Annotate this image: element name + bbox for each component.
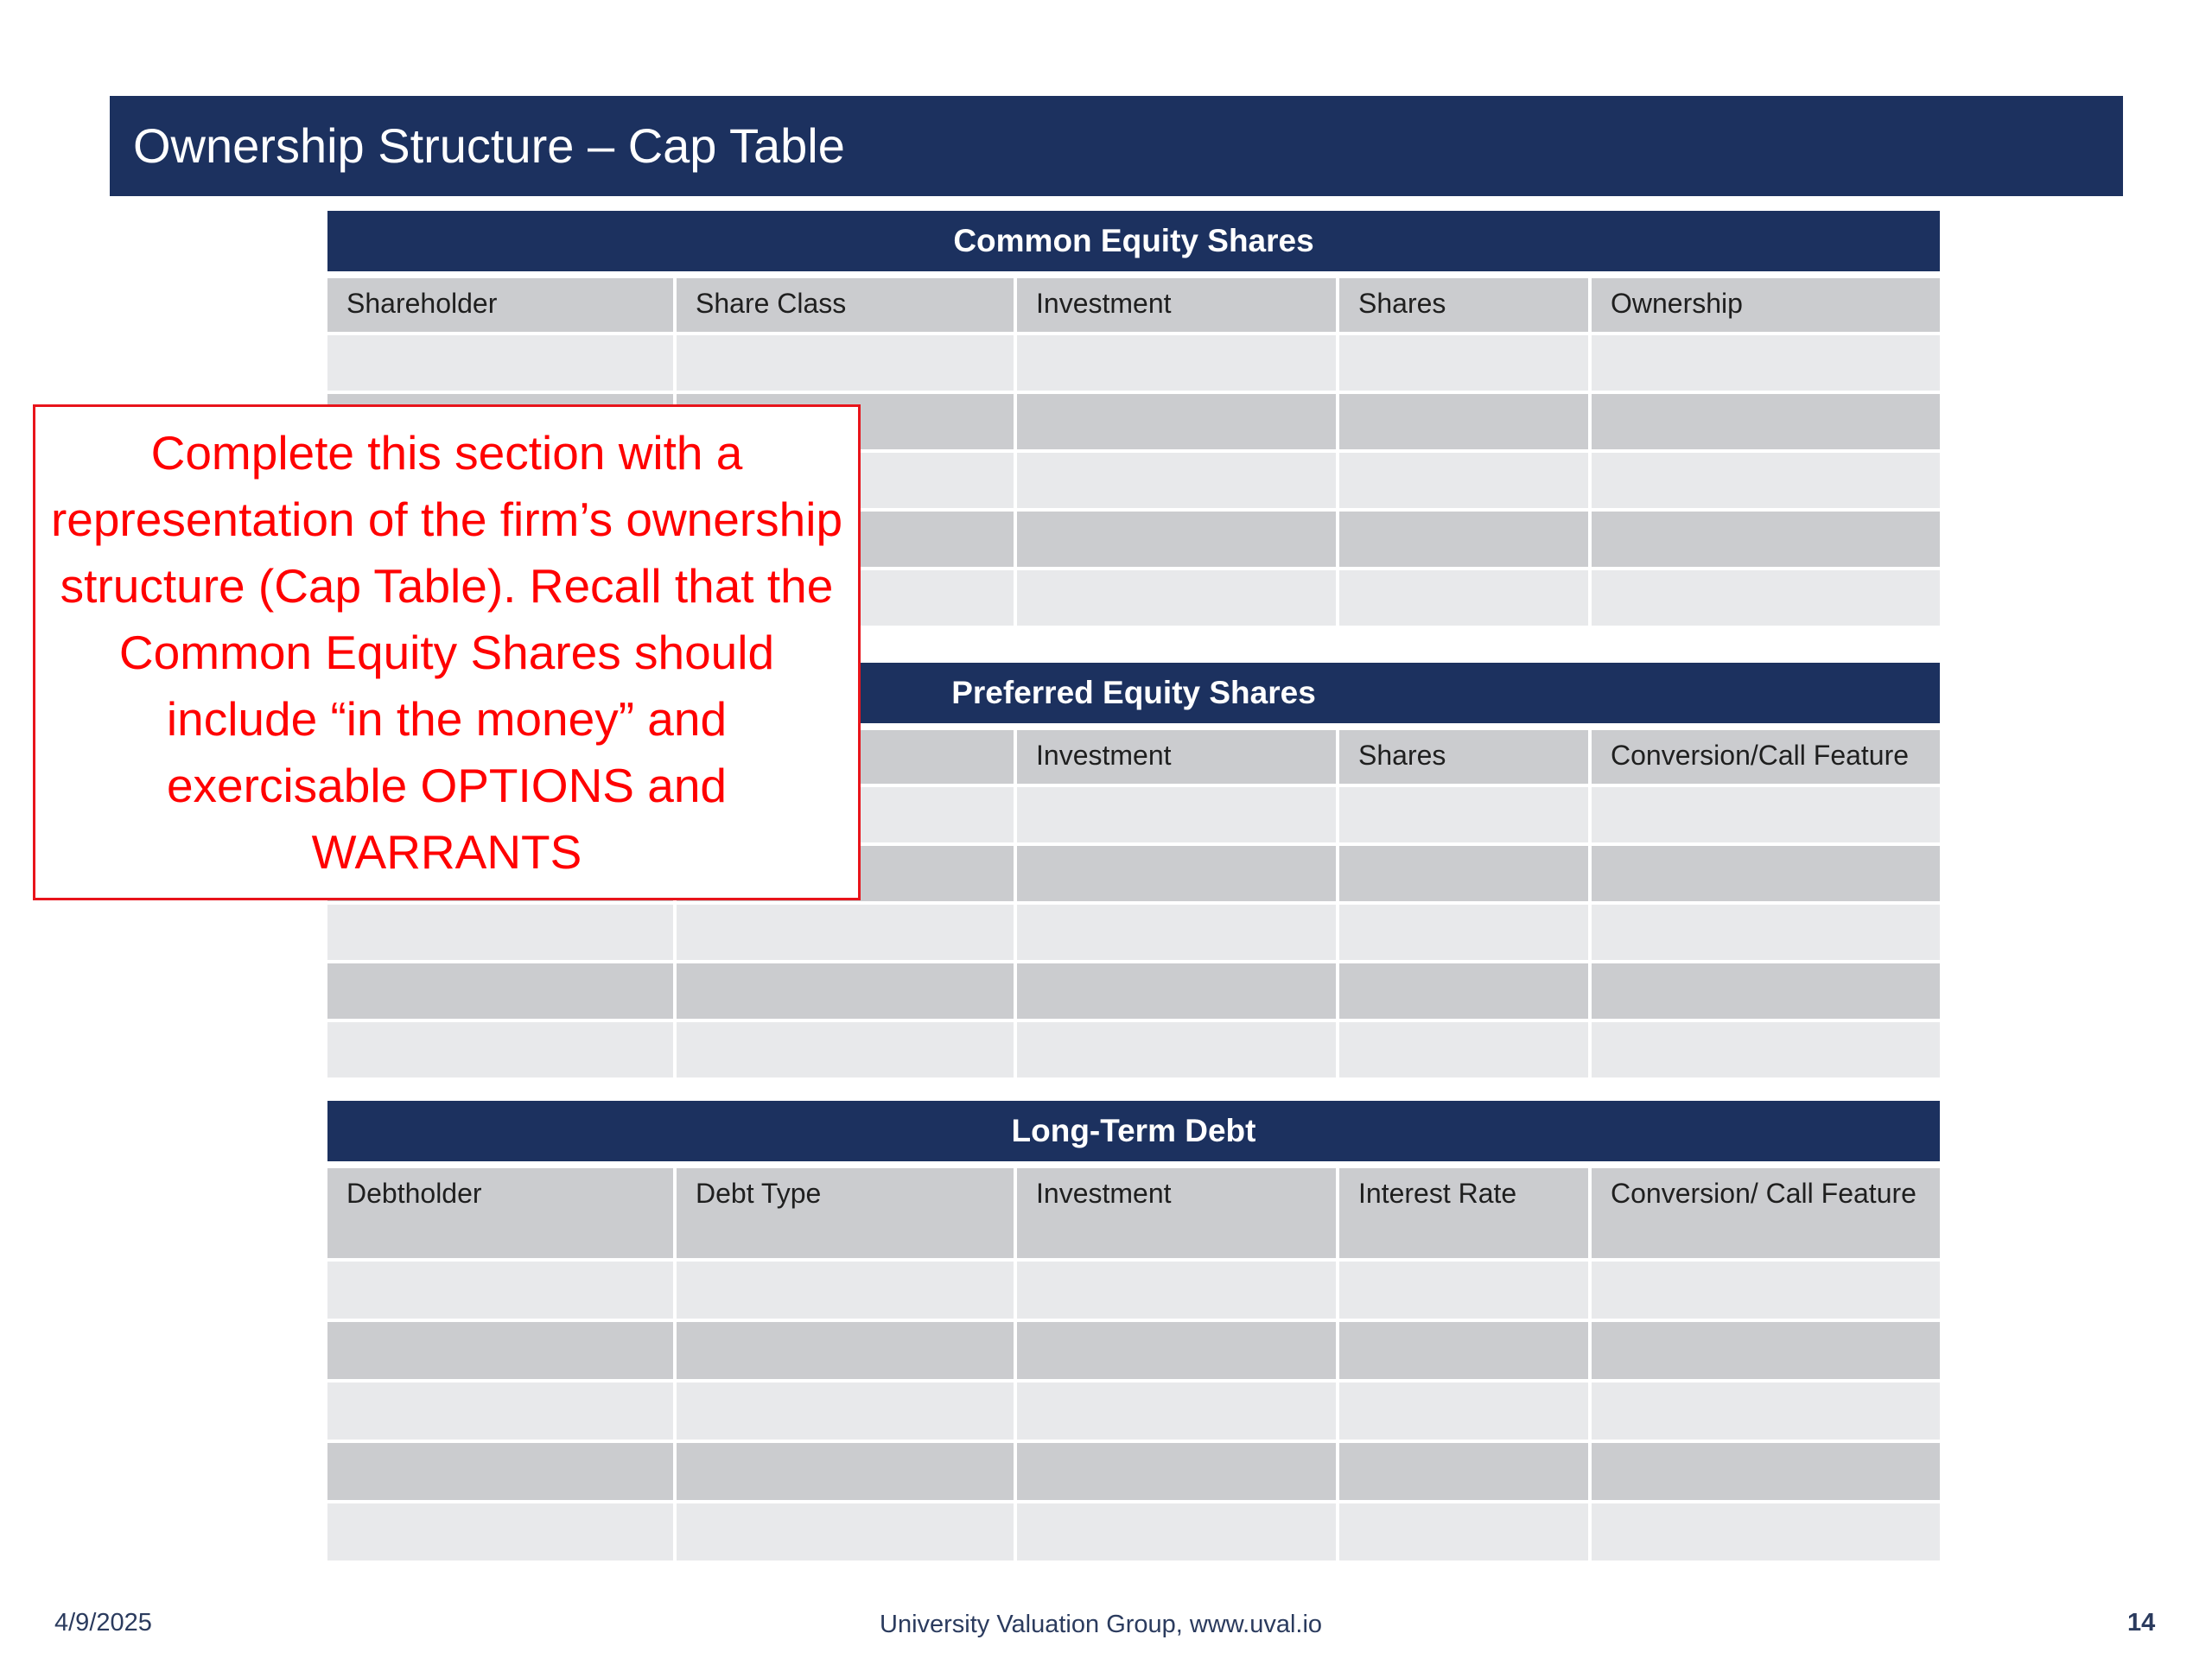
table-cell[interactable] <box>1017 787 1339 846</box>
table-cell[interactable] <box>1339 394 1592 453</box>
instruction-callout <box>33 404 861 900</box>
table-cell[interactable] <box>1017 846 1339 905</box>
table-cell[interactable] <box>327 1382 677 1443</box>
column-header-debt-type: Debt Type <box>677 1168 1017 1262</box>
table-cell[interactable] <box>677 335 1017 394</box>
preferred-equity-title: Preferred Equity Shares <box>327 663 1940 730</box>
table-row <box>327 963 1940 1022</box>
table-cell[interactable] <box>1339 1503 1592 1564</box>
table-cell[interactable] <box>1592 963 1940 1022</box>
slide-title: Ownership Structure – Cap Table <box>133 118 845 173</box>
table-cell[interactable] <box>677 1382 1017 1443</box>
table-row <box>327 335 1940 394</box>
column-header-conversion-call-feature: Conversion/ Call Feature <box>1592 1168 1940 1262</box>
table-cell[interactable] <box>327 1262 677 1322</box>
table-cell[interactable] <box>1592 453 1940 512</box>
table-cell[interactable] <box>1017 335 1339 394</box>
column-header-shares: Shares <box>1339 278 1592 335</box>
table-cell[interactable] <box>1017 453 1339 512</box>
table-row <box>327 1322 1940 1382</box>
instruction-text: Complete this section with a representation of the firm’s ownership structure (Cap Table). Recall that the Common Equity Shares should include “in the money” and exercisable OPTIONS and WARRANTS <box>50 425 843 879</box>
table-cell[interactable] <box>1592 1022 1940 1081</box>
column-header-shareholder: Shareholder <box>327 278 677 335</box>
table-row <box>327 1382 1940 1443</box>
slide-title-bar <box>110 96 2123 196</box>
table-cell[interactable] <box>1017 570 1339 629</box>
table-cell[interactable] <box>1339 963 1592 1022</box>
table-cell[interactable] <box>1339 1262 1592 1322</box>
table-row <box>327 905 1940 963</box>
table-cell[interactable] <box>327 963 677 1022</box>
table-cell[interactable] <box>1339 570 1592 629</box>
footer-organization: University Valuation Group, www.uval.io <box>880 1611 1323 1638</box>
table-row <box>327 1262 1940 1322</box>
table-cell[interactable] <box>1339 905 1592 963</box>
table-cell[interactable] <box>1339 512 1592 570</box>
table-cell[interactable] <box>677 963 1017 1022</box>
table-cell[interactable] <box>1017 1322 1339 1382</box>
table-cell[interactable] <box>1592 394 1940 453</box>
table-cell[interactable] <box>1339 1022 1592 1081</box>
column-header-conversion-call-feature: Conversion/Call Feature <box>1592 730 1940 787</box>
table-cell[interactable] <box>677 1262 1017 1322</box>
table-header-row <box>327 278 1940 335</box>
table-cell[interactable] <box>1592 787 1940 846</box>
table-cell[interactable] <box>1592 846 1940 905</box>
table-cell[interactable] <box>1339 1443 1592 1503</box>
table-cell[interactable] <box>1592 905 1940 963</box>
table-cell[interactable] <box>677 1322 1017 1382</box>
table-cell[interactable] <box>677 1022 1017 1081</box>
table-cell[interactable] <box>327 335 677 394</box>
page-number: 14 <box>2127 1609 2156 1637</box>
column-header-debtholder: Debtholder <box>327 1168 677 1262</box>
table-cell[interactable] <box>1017 394 1339 453</box>
table-cell[interactable] <box>1017 1022 1339 1081</box>
table-cell[interactable] <box>1592 1443 1940 1503</box>
column-header-investment: Investment <box>1017 278 1339 335</box>
table-cell[interactable] <box>327 1503 677 1564</box>
table-row <box>327 1503 1940 1564</box>
common-equity-title: Common Equity Shares <box>327 211 1940 278</box>
table-cell[interactable] <box>1592 1503 1940 1564</box>
column-header-shares: Shares <box>1339 730 1592 787</box>
table-cell[interactable] <box>677 905 1017 963</box>
table-cell[interactable] <box>1592 335 1940 394</box>
column-header-investment: Investment <box>1017 1168 1339 1262</box>
column-header-interest-rate: Interest Rate <box>1339 1168 1592 1262</box>
table-cell[interactable] <box>1592 1262 1940 1322</box>
table-cell[interactable] <box>1339 846 1592 905</box>
table-cell[interactable] <box>1017 963 1339 1022</box>
table-cell[interactable] <box>1017 905 1339 963</box>
table-cell[interactable] <box>1017 1382 1339 1443</box>
column-header-investment: Investment <box>1017 730 1339 787</box>
table-row <box>327 1022 1940 1081</box>
table-cell[interactable] <box>1017 512 1339 570</box>
table-cell[interactable] <box>1592 1322 1940 1382</box>
table-cell[interactable] <box>1339 1322 1592 1382</box>
table-cell[interactable] <box>677 1443 1017 1503</box>
table-cell[interactable] <box>1339 335 1592 394</box>
table-cell[interactable] <box>1592 1382 1940 1443</box>
table-cell[interactable] <box>327 1443 677 1503</box>
table-cell[interactable] <box>1017 1262 1339 1322</box>
table-cell[interactable] <box>1017 1443 1339 1503</box>
table-cell[interactable] <box>1017 1503 1339 1564</box>
table-cell[interactable] <box>1592 570 1940 629</box>
table-cell[interactable] <box>1339 453 1592 512</box>
table-header-row <box>327 1168 1940 1262</box>
table-cell[interactable] <box>1339 787 1592 846</box>
column-header-ownership: Ownership <box>1592 278 1940 335</box>
table-cell[interactable] <box>1592 512 1940 570</box>
column-header-share-class: Share Class <box>677 278 1017 335</box>
table-cell[interactable] <box>327 905 677 963</box>
long-term-debt-title: Long-Term Debt <box>327 1101 1940 1168</box>
table-row <box>327 1443 1940 1503</box>
long-term-debt-table <box>327 1101 1940 1564</box>
table-cell[interactable] <box>1339 1382 1592 1443</box>
table-cell[interactable] <box>327 1022 677 1081</box>
table-cell[interactable] <box>677 1503 1017 1564</box>
table-cell[interactable] <box>327 1322 677 1382</box>
footer-date: 4/9/2025 <box>54 1609 152 1637</box>
